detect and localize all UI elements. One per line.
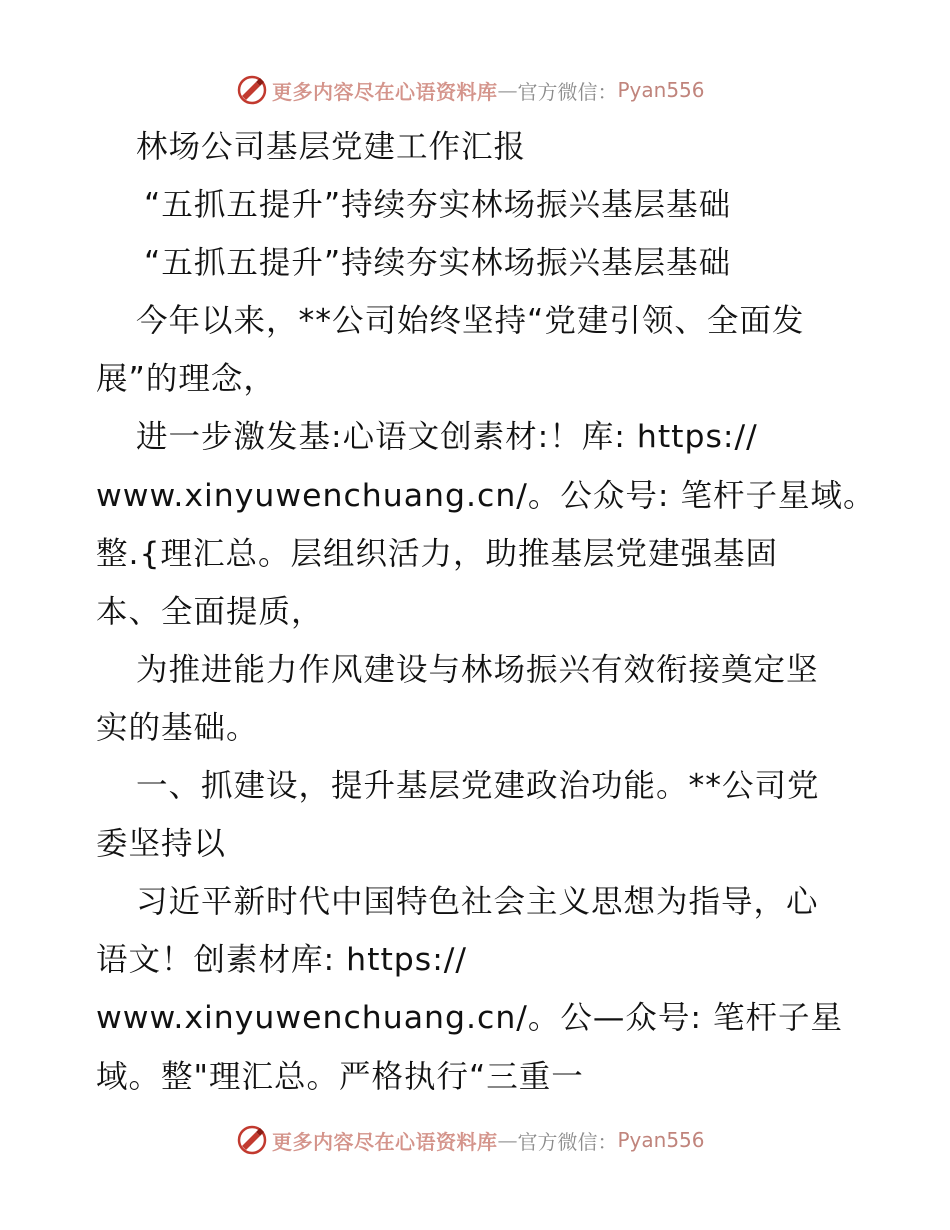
paragraph-line: 今年以来，**公司始终坚持“党建引领、全面发 [136,303,805,340]
banner-wechat-label: 官方微信： [517,79,618,104]
pen-logo-icon [236,1124,268,1156]
banner-separator: — [497,1128,518,1152]
banner-main-text: 更多内容尽在心语资料库 [272,79,498,104]
header-watermark-banner [236,72,705,108]
paragraph-line: 语文！创素材库: https:// [96,942,468,979]
paragraph-line: 整.{理汇总。层组织活力，助推基层党建强基固 [96,535,779,572]
paragraph-line: 进一步激发基:心语文创素材:！库: https:// [136,419,758,456]
paragraph-line: 为推进能力作风建设与林场振兴有效衔接奠定坚 [136,651,819,688]
paragraph-line: 实的基础。 [96,709,259,746]
document-body [96,118,876,1106]
footer-watermark-banner [236,1122,705,1158]
paragraph-line: 展”的理念， [96,361,276,398]
paragraph-line: www.xinyuwenchuang.cn/。公众号: 笔杆子星域。 [96,477,876,514]
banner-main-text: 更多内容尽在心语资料库 [272,1129,498,1154]
banner-wechat-id: Pyan556 [617,1128,705,1152]
section-heading-line: 一、抓建设，提升基层党建政治功能。**公司党 [136,768,820,805]
banner-wechat-id: Pyan556 [617,78,705,102]
pen-logo-icon [236,74,268,106]
document-subtitle-repeat: “五抓五提升”持续夯实林场振兴基层基础 [144,245,732,282]
document-title: 林场公司基层党建工作汇报 [136,129,527,165]
banner-separator: — [497,78,518,102]
document-subtitle: “五抓五提升”持续夯实林场振兴基层基础 [144,187,732,224]
paragraph-line: www.xinyuwenchuang.cn/。公—众号: 笔杆子星 [96,1000,844,1037]
paragraph-line: 习近平新时代中国特色社会主义思想为指导，心 [136,884,819,921]
paragraph-line: 委坚持以 [96,826,227,863]
paragraph-line: 域。整"理汇总。严格执行“三重一 [96,1058,584,1095]
banner-wechat-label: 官方微信： [517,1129,618,1154]
paragraph-line: 本、全面提质， [96,593,324,630]
